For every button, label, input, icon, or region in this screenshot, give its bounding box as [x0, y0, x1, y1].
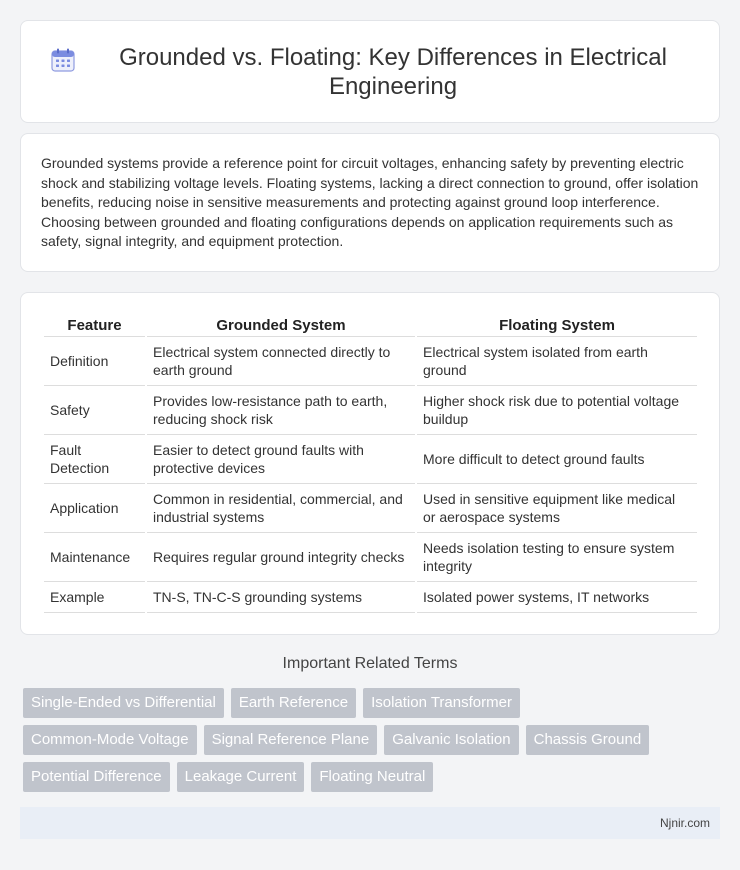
feature-cell: Application — [44, 484, 145, 533]
floating-cell: More difficult to detect ground faults — [417, 435, 697, 484]
comparison-table — [42, 315, 699, 613]
related-term-tag[interactable]: Single-Ended vs Differential — [23, 688, 224, 718]
floating-cell: Used in sensitive equipment like medical or aerospace systems — [417, 484, 697, 533]
table-row — [44, 533, 697, 582]
table-row — [44, 386, 697, 435]
floating-cell: Isolated power systems, IT networks — [417, 582, 697, 613]
calendar-icon — [50, 47, 76, 73]
table-header-row — [44, 315, 697, 337]
table-row — [44, 435, 697, 484]
related-term-tag[interactable]: Chassis Ground — [526, 725, 650, 755]
related-term-tag[interactable]: Leakage Current — [177, 762, 305, 792]
grounded-cell: TN-S, TN-C-S grounding systems — [147, 582, 415, 613]
summary-text: Grounded systems provide a reference point for circuit voltages, enhancing safety by preventing electric shock and stabilizing voltage levels. Floating systems, lacking a direct connection to ground, offer isolation benefits, reducing noise in sensitive measurements and protecting against ground loop interference. Choosing between grounded and floating configurations depends on application requirements such as safety, signal integrity, and equipment protection. — [41, 155, 699, 250]
table-row — [44, 582, 697, 613]
page-title: Grounded vs. Floating: Key Differences in Electrical Engineering — [119, 43, 667, 100]
floating-cell: Needs isolation testing to ensure system integrity — [417, 533, 697, 582]
summary-card — [20, 133, 720, 272]
grounded-cell: Common in residential, commercial, and industrial systems — [147, 484, 415, 533]
related-term-tag[interactable]: Common-Mode Voltage — [23, 725, 197, 755]
header-grounded: Grounded System — [147, 315, 415, 337]
related-term-tag[interactable]: Galvanic Isolation — [384, 725, 518, 755]
feature-cell: Fault Detection — [44, 435, 145, 484]
grounded-cell: Easier to detect ground faults with protective devices — [147, 435, 415, 484]
table-row — [44, 337, 697, 386]
related-term-tag[interactable]: Earth Reference — [231, 688, 356, 718]
related-term-tag[interactable]: Signal Reference Plane — [204, 725, 378, 755]
feature-cell: Maintenance — [44, 533, 145, 582]
floating-cell: Electrical system isolated from earth ground — [417, 337, 697, 386]
related-terms-title: Important Related Terms — [282, 655, 458, 672]
related-term-tag[interactable]: Isolation Transformer — [363, 688, 520, 718]
related-terms-list — [23, 688, 723, 799]
feature-cell: Example — [44, 582, 145, 613]
grounded-cell: Requires regular ground integrity checks — [147, 533, 415, 582]
header-floating: Floating System — [417, 315, 697, 337]
related-term-tag[interactable]: Potential Difference — [23, 762, 170, 792]
title-card — [20, 20, 720, 123]
comparison-table-card — [20, 292, 720, 635]
table-row — [44, 484, 697, 533]
grounded-cell: Electrical system connected directly to earth ground — [147, 337, 415, 386]
footer-site-link[interactable]: Njnir.com — [659, 816, 710, 830]
related-term-tag[interactable]: Floating Neutral — [311, 762, 433, 792]
grounded-cell: Provides low-resistance path to earth, reducing shock risk — [147, 386, 415, 435]
feature-cell: Definition — [44, 337, 145, 386]
footer — [20, 807, 720, 839]
feature-cell: Safety — [44, 386, 145, 435]
floating-cell: Higher shock risk due to potential voltage buildup — [417, 386, 697, 435]
header-feature: Feature — [44, 315, 145, 337]
